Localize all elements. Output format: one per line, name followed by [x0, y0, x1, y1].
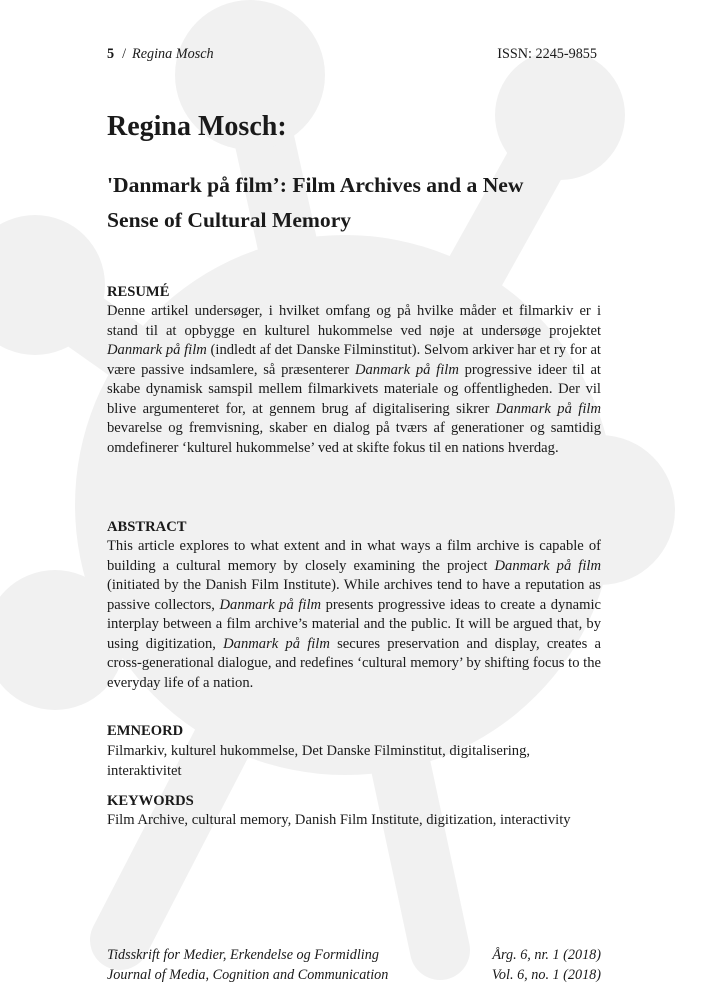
abstract-heading: ABSTRACT — [107, 519, 187, 535]
footer-english — [107, 965, 601, 985]
abstract-project-name: Danmark på film — [223, 635, 330, 652]
header-issn: ISSN: 2245-9855 — [497, 46, 597, 62]
footer-danish — [107, 945, 601, 965]
paper-title-line-2: Sense of Cultural Memory — [107, 208, 352, 232]
running-head — [107, 44, 597, 64]
header-author: Regina Mosch — [132, 46, 214, 62]
resume-project-name: Danmark på film — [354, 361, 459, 378]
resume-heading: RESUMÉ — [107, 284, 170, 300]
footer-issue-danish: Årg. 6, nr. 1 (2018) — [492, 947, 601, 963]
resume-segment: (indledt af det Danske Filminstitut). Selvom arkiver har et ry for at være passive indsamlere, så præsenterer — [107, 342, 601, 378]
resume-segment: bevarelse og fremvisning, skaber en dialog på tværs af generationer og samtidig omdefinerer ‘kulturel hukommelse’ ved at skifte fokus til en nations hverdag. — [107, 420, 601, 456]
abstract-text — [107, 537, 601, 693]
abstract-segment: secures preservation and display, creates a cross-generational dialogue, and redefines ‘cultural memory’ by shifting focus to the everyday life of a nation. — [107, 635, 601, 691]
keywords-text: Film Archive, cultural memory, Danish Film Institute, digitization, interactivity — [107, 812, 571, 828]
abstract-segment: This article explores to what extent and in what ways a film archive is capable of building a cultural memory by closely examining the project — [107, 538, 601, 574]
page-number: 5 — [107, 46, 115, 62]
footer-journal-danish: Tidsskrift for Medier, Erkendelse og Formidling — [107, 947, 379, 963]
abstract-project-name: Danmark på film — [494, 557, 601, 574]
author-heading: Regina Mosch: — [107, 111, 287, 142]
resume-project-name: Danmark på film — [107, 342, 207, 358]
paper-title — [107, 168, 602, 238]
paper-title-line-1: 'Danmark på film’: Film Archives and a New — [107, 173, 524, 197]
keywords-heading: KEYWORDS — [107, 793, 194, 809]
footer-issue-english: Vol. 6, no. 1 (2018) — [491, 967, 601, 983]
resume-segment: Denne artikel undersøger, i hvilket omfang og på hvilke måder et filmarkiv er i stand til at opbygge en kulturel hukommelse ved nøje at undersøge projektet — [107, 303, 601, 339]
emneord-heading: EMNEORD — [107, 723, 184, 739]
resume-text — [107, 302, 601, 458]
resume-project-name: Danmark på film — [495, 400, 601, 417]
header-separator: / — [122, 46, 127, 62]
abstract-segment: presents progressive ideas to create a dynamic interplay between a film archive’s material and the public. It will be argued that, by using digitization, — [107, 596, 601, 652]
footer-journal-english: Journal of Media, Cognition and Communication — [107, 967, 389, 983]
abstract-project-name: Danmark på film — [219, 596, 322, 613]
abstract-segment: (initiated by the Danish Film Institute). While archives tend to have a reputation as passive collectors, — [107, 577, 601, 613]
resume-segment: progressive ideer til at skabe dynamisk samspil mellem filmarkivets materiale og offentligheden. Der vil blive argumenteret for, at gennem brug af digitalisering sikrer — [107, 361, 601, 417]
emneord-text: Filmarkiv, kulturel hukommelse, Det Danske Filminstitut, digitalisering, interaktivitet — [107, 743, 531, 779]
